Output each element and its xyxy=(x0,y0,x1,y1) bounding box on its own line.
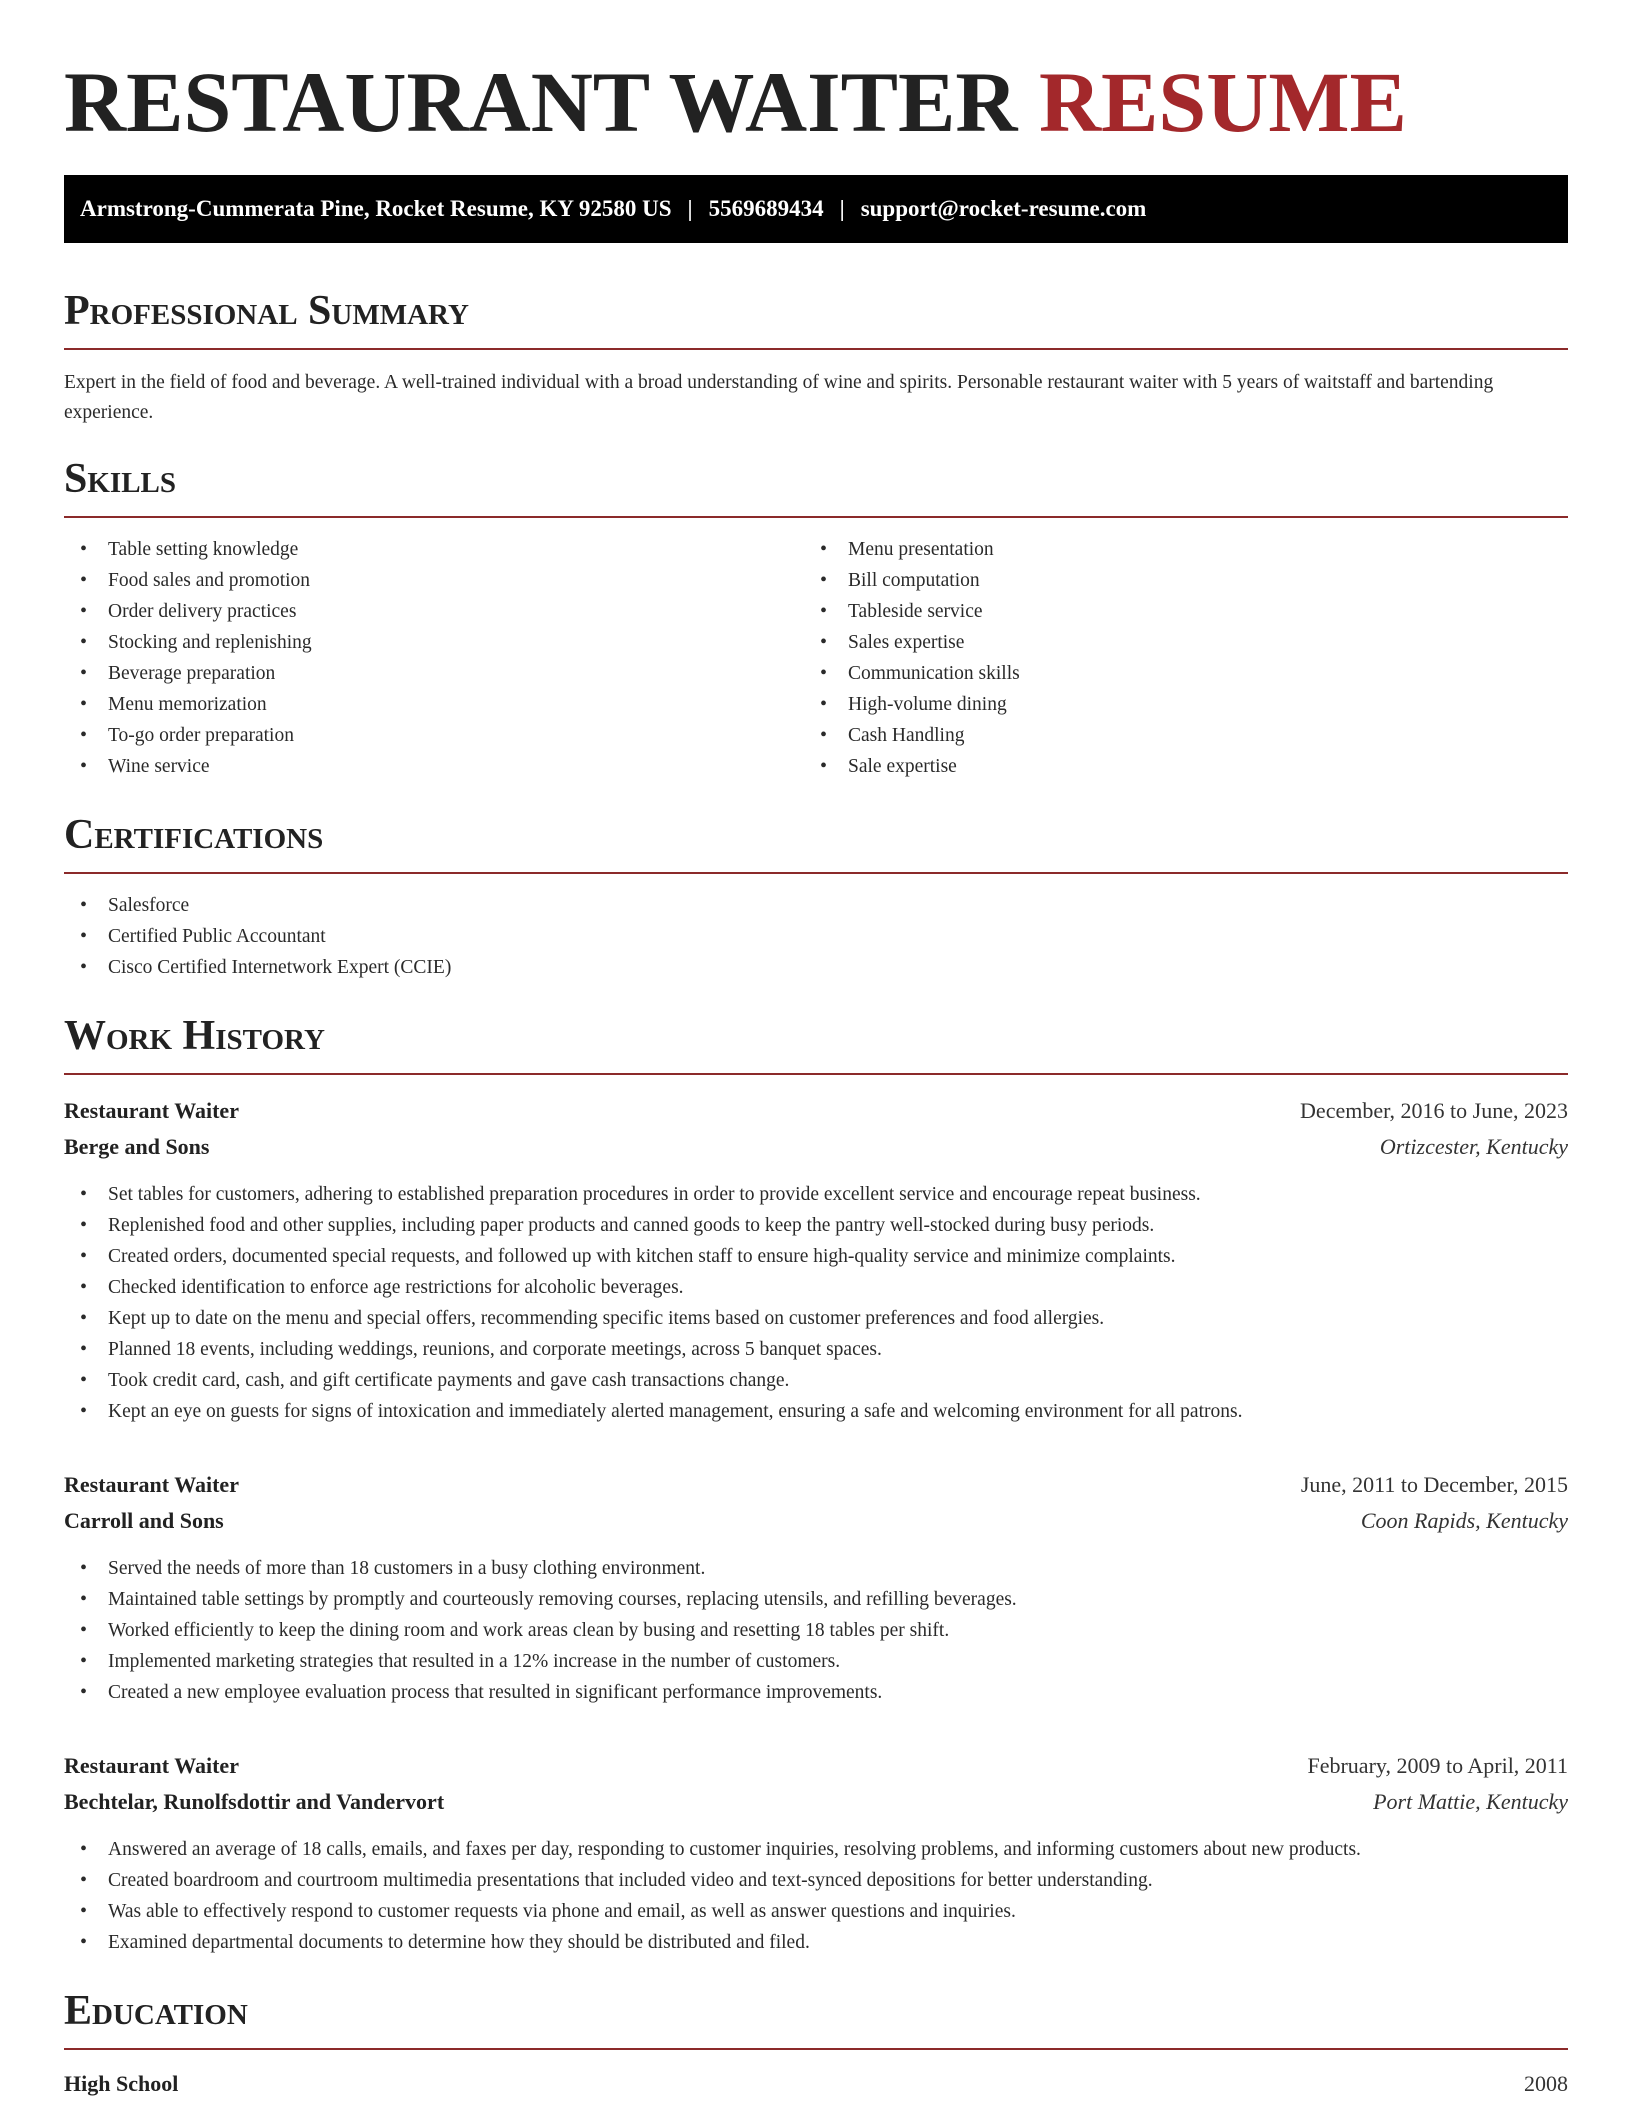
contact-email: support@rocket-resume.com xyxy=(860,196,1147,221)
job-duty-item: • Created boardroom and courtroom multimedia presentations that included video and text-synced depositions for better understanding. xyxy=(64,1865,1568,1896)
skill-item: • Menu memorization xyxy=(64,689,804,720)
job-entry xyxy=(64,1467,1568,1708)
job-location: Ortizcester, Kentucky xyxy=(1379,1134,1568,1159)
job-company: Bechtelar, Runolfsdottir and Vandervort xyxy=(64,1789,445,1814)
section-divider xyxy=(64,1073,1568,1075)
job-list xyxy=(64,1093,1568,1958)
job-location: Coon Rapids, Kentucky xyxy=(1360,1508,1568,1533)
job-duty-item: • Implemented marketing strategies that resulted in a 12% increase in the number of customers. xyxy=(64,1646,1568,1677)
skill-item: • Beverage preparation xyxy=(64,658,804,689)
section-heading-certifications: Certifications xyxy=(64,812,324,858)
job-duty-item: • Examined departmental documents to determine how they should be distributed and filed. xyxy=(64,1927,1568,1958)
job-company: Berge and Sons xyxy=(64,1134,210,1159)
education-entry xyxy=(64,2066,1568,2102)
summary-text: Expert in the field of food and beverage. A well-trained individual with a broad understanding of wine and spirits. Personable restaurant waiter with 5 years of waitstaff and bartending experience. xyxy=(64,372,1494,423)
title-accent: RESUME xyxy=(1038,54,1407,150)
job-title: Restaurant Waiter xyxy=(64,1753,239,1778)
job-dates: June, 2011 to December, 2015 xyxy=(1300,1472,1568,1497)
contact-phone: 5569689434 xyxy=(708,196,824,221)
contact-separator: | xyxy=(839,196,845,221)
skill-item: • High-volume dining xyxy=(804,689,1544,720)
job-duty-item: • Created orders, documented special requests, and followed up with kitchen staff to ensure high-quality service and minimize complaints. xyxy=(64,1241,1568,1272)
section-heading-work-history: Work History xyxy=(64,1013,325,1059)
certifications-list xyxy=(64,890,1568,983)
skill-item: • Sales expertise xyxy=(804,627,1544,658)
job-entry xyxy=(64,1748,1568,1958)
job-duty-item: • Answered an average of 18 calls, emails, and faxes per day, responding to customer inquiries, resolving problems, and informing customers about new products. xyxy=(64,1834,1568,1865)
job-duty-item: • Replenished food and other supplies, including paper products and canned goods to keep the pantry well-stocked during busy periods. xyxy=(64,1210,1568,1241)
job-duty-item: • Maintained table settings by promptly and courteously removing courses, replacing utensils, and refilling beverages. xyxy=(64,1584,1568,1615)
job-duty-item: • Planned 18 events, including weddings, reunions, and corporate meetings, across 5 banquet spaces. xyxy=(64,1334,1568,1365)
job-duty-item: • Worked efficiently to keep the dining room and work areas clean by busing and resetting 18 tables per shift. xyxy=(64,1615,1568,1646)
job-duties-list xyxy=(64,1553,1568,1708)
job-duty-item: • Kept up to date on the menu and special offers, recommending specific items based on customer preferences and food allergies. xyxy=(64,1303,1568,1334)
job-company: Carroll and Sons xyxy=(64,1508,224,1533)
education-list xyxy=(64,2066,1568,2102)
section-divider xyxy=(64,872,1568,874)
job-subheader xyxy=(64,1503,1568,1539)
certification-item: • Certified Public Accountant xyxy=(64,921,1568,952)
certifications-section xyxy=(64,810,1568,983)
skill-item: • Cash Handling xyxy=(804,720,1544,751)
resume-title xyxy=(64,0,1568,172)
certification-item: • Cisco Certified Internetwork Expert (CCIE) xyxy=(64,952,1568,983)
job-dates: February, 2009 to April, 2011 xyxy=(1307,1753,1568,1778)
skill-item: • Sale expertise xyxy=(804,751,1544,782)
job-duties-list xyxy=(64,1834,1568,1958)
job-header xyxy=(64,1748,1568,1784)
skills-list-right xyxy=(804,534,1544,782)
skill-item: • Table setting knowledge xyxy=(64,534,804,565)
job-dates: December, 2016 to June, 2023 xyxy=(1300,1098,1568,1123)
contact-bar xyxy=(64,175,1568,243)
education-section xyxy=(64,1986,1568,2102)
section-heading-skills: Skills xyxy=(64,456,177,502)
job-duty-item: • Set tables for customers, adhering to established preparation procedures in order to provide excellent service and encourage repeat business. xyxy=(64,1179,1568,1210)
job-entry xyxy=(64,1093,1568,1427)
skill-item: • Menu presentation xyxy=(804,534,1544,565)
skill-item: • Tableside service xyxy=(804,596,1544,627)
skill-item: • Food sales and promotion xyxy=(64,565,804,596)
job-location: Port Mattie, Kentucky xyxy=(1373,1789,1568,1814)
summary-section xyxy=(64,286,1568,428)
job-title: Restaurant Waiter xyxy=(64,1098,239,1123)
education-degree: High School xyxy=(64,2071,179,2096)
job-duty-item: • Served the needs of more than 18 customers in a busy clothing environment. xyxy=(64,1553,1568,1584)
skill-item: • To-go order preparation xyxy=(64,720,804,751)
job-duty-item: • Took credit card, cash, and gift certificate payments and gave cash transactions change. xyxy=(64,1365,1568,1396)
job-header xyxy=(64,1093,1568,1129)
work-history-section xyxy=(64,1011,1568,1958)
job-duty-item: • Checked identification to enforce age restrictions for alcoholic beverages. xyxy=(64,1272,1568,1303)
section-heading-summary: Professional Summary xyxy=(64,288,469,334)
job-header xyxy=(64,1467,1568,1503)
job-duty-item: • Was able to effectively respond to customer requests via phone and email, as well as answer questions and inquiries. xyxy=(64,1896,1568,1927)
section-divider xyxy=(64,516,1568,518)
certification-item: • Salesforce xyxy=(64,890,1568,921)
skills-section xyxy=(64,454,1568,782)
section-heading-education: Education xyxy=(64,1988,248,2034)
contact-address: Armstrong-Cummerata Pine, Rocket Resume, KY 92580 US xyxy=(80,196,672,221)
job-duty-item: • Created a new employee evaluation process that resulted in significant performance improvements. xyxy=(64,1677,1568,1708)
skill-item: • Bill computation xyxy=(804,565,1544,596)
skill-item: • Communication skills xyxy=(804,658,1544,689)
skills-list-left xyxy=(64,534,804,782)
job-duty-item: • Kept an eye on guests for signs of intoxication and immediately alerted management, ensuring a safe and welcoming environment for all patrons. xyxy=(64,1396,1568,1427)
job-duties-list xyxy=(64,1179,1568,1427)
skill-item: • Order delivery practices xyxy=(64,596,804,627)
contact-separator: | xyxy=(687,196,693,221)
skill-item: • Stocking and replenishing xyxy=(64,627,804,658)
education-year: 2008 xyxy=(1524,2071,1568,2096)
skills-columns xyxy=(64,534,1568,782)
title-main: RESTAURANT WAITER xyxy=(64,54,1018,150)
section-divider xyxy=(64,2048,1568,2050)
job-subheader xyxy=(64,1129,1568,1165)
section-divider xyxy=(64,348,1568,350)
job-title: Restaurant Waiter xyxy=(64,1472,239,1497)
job-subheader xyxy=(64,1784,1568,1820)
skill-item: • Wine service xyxy=(64,751,804,782)
